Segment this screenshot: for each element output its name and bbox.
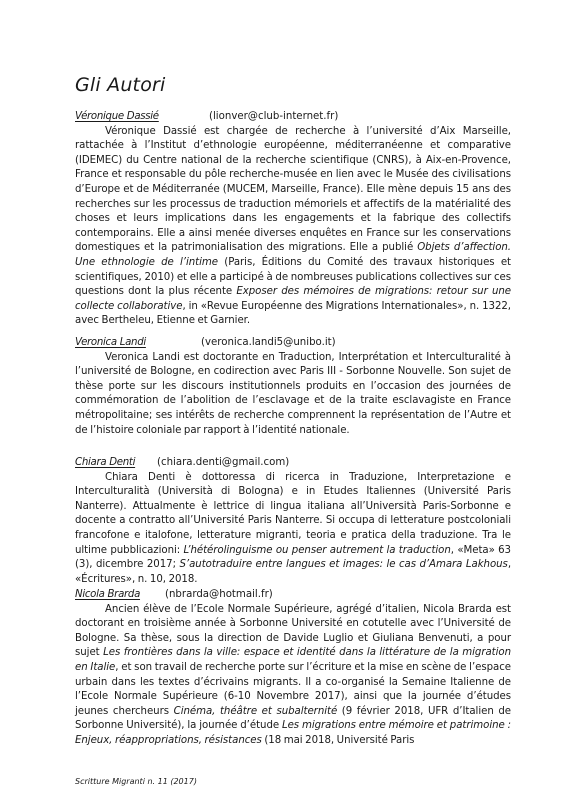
author-name: Chiara Denti xyxy=(75,457,136,468)
author-email: (veronica.landi5@unibo.it) xyxy=(201,337,336,348)
author-header xyxy=(75,456,511,471)
document-page xyxy=(75,0,511,809)
author-bio: Chiara Denti è dottoressa di ricerca in Traduzione, Interpretazione e Interculturalità (Università di Bologna) e in Etudes Italiennes (Université Paris Nanterre). Attualmente è lettrice di lingua italiana all’Università Paris-Sorbonne e docente a contratto all’Université Paris Nanterre. Si occupa di letterature postcoloniali francofone e italofone, letterature migranti, teoria e pratica della traduzione. Tra le ultime pubblicazioni: L’hétérolinguisme ou penser autrement la traduction, «Meta» 63 (3), dicembre 2017; S’autotraduire entre langues et images: le cas d’Amara Lakhous, «Écritures», n. 10, 2018. xyxy=(75,471,512,585)
author-entry-brarda xyxy=(75,588,511,749)
author-entry-dassie xyxy=(75,110,511,329)
author-email: (chiara.denti@gmail.com) xyxy=(157,457,290,468)
author-header xyxy=(75,110,511,125)
page-title: Gli Autori xyxy=(75,74,166,96)
author-bio: Ancien élève de l’Ecole Normale Supérieure, agrégé d’italien, Nicola Brarda est doctorant en troisième année à Sorbonne Université en cotutelle avec l’Université de Bologne. Sa thèse, sous la direction de Davide Luglio et Giuliana Benvenuti, a pour sujet Les frontières dans la ville: espace et identité dans la littérature de la migration en Italie, et son travail de recherche porte sur l’écriture et la mise en scène de l’espace urbain dans les textes d’écrivains migrants. Il a co-organisé la Semaine Italienne de l’Ecole Normale Supérieure (6-10 Novembre 2017), ainsi que la journée d’études jeunes chercheurs Cinéma, théâtre et subalternité (9 février 2018, UFR d’Italien de Sorbonne Université), la journée d’étude Les migrations entre mémoire et patrimoine : Enjeux, réappropriations, résistances (18 mai 2018, Université Paris xyxy=(75,603,512,746)
author-entry-denti xyxy=(75,456,511,587)
author-name: Veronica Landi xyxy=(75,337,146,348)
author-name: Nicola Brarda xyxy=(75,589,141,600)
author-bio: Veronica Landi est doctorante en Traduction, Interprétation et Interculturalité à l’université de Bologne, en codirection avec Paris III - Sorbonne Nouvelle. Son sujet de thèse porte sur les discours institutionnels produits en l’occasion des journées de commémoration de l’abolition de l’esclavage et de la traite esclavagiste en France métropolitaine; ses intérêts de recherche comprennent la représentation de l’Autre et de l’histoire coloniale par rapport à l’identité nationale. xyxy=(75,351,511,436)
author-header xyxy=(75,336,511,351)
author-entry-landi xyxy=(75,336,511,438)
page-footer: Scritture Migranti n. 11 (2017) xyxy=(75,777,197,786)
author-email: (lionver@club-internet.fr) xyxy=(209,111,339,122)
author-name: Véronique Dassié xyxy=(75,111,159,122)
author-header xyxy=(75,588,511,603)
author-bio: Véronique Dassié est chargée de recherche à l’université d’Aix Marseille, rattachée à l’Institut d’ethnologie européenne, méditerranéenne et comparative (IDEMEC) du Centre national de la recherche scientifique (CNRS), à Aix-en-Provence, France et responsable du pôle recherche-musée en lien avec le Musée des civilisations d’Europe et de Méditerranée (MUCEM, Marseille, France). Elle mène depuis 15 ans des recherches sur les processus de traduction mémoriels et affectifs de la matérialité des choses et leurs implications dans les engagements et la fabrique des collectifs contemporains. Elle a ainsi menée diverses enquêtes en France sur les conservations domestiques et la patrimonialisation des migrations. Elle a publié Objets d’affection. Une ethnologie de l’intime (Paris, Éditions du Comité des travaux historiques et scientifiques, 2010) et elle a participé à de nombreuses publications collectives sur ces questions dont la plus récente Exposer des mémoires de migrations: retour sur une collecte collaborative, in «Revue Européenne des Migrations Internationales», n. 1322, avec Bertheleu, Etienne et Garnier. xyxy=(75,125,511,327)
author-email: (nbrarda@hotmail.fr) xyxy=(165,589,273,600)
